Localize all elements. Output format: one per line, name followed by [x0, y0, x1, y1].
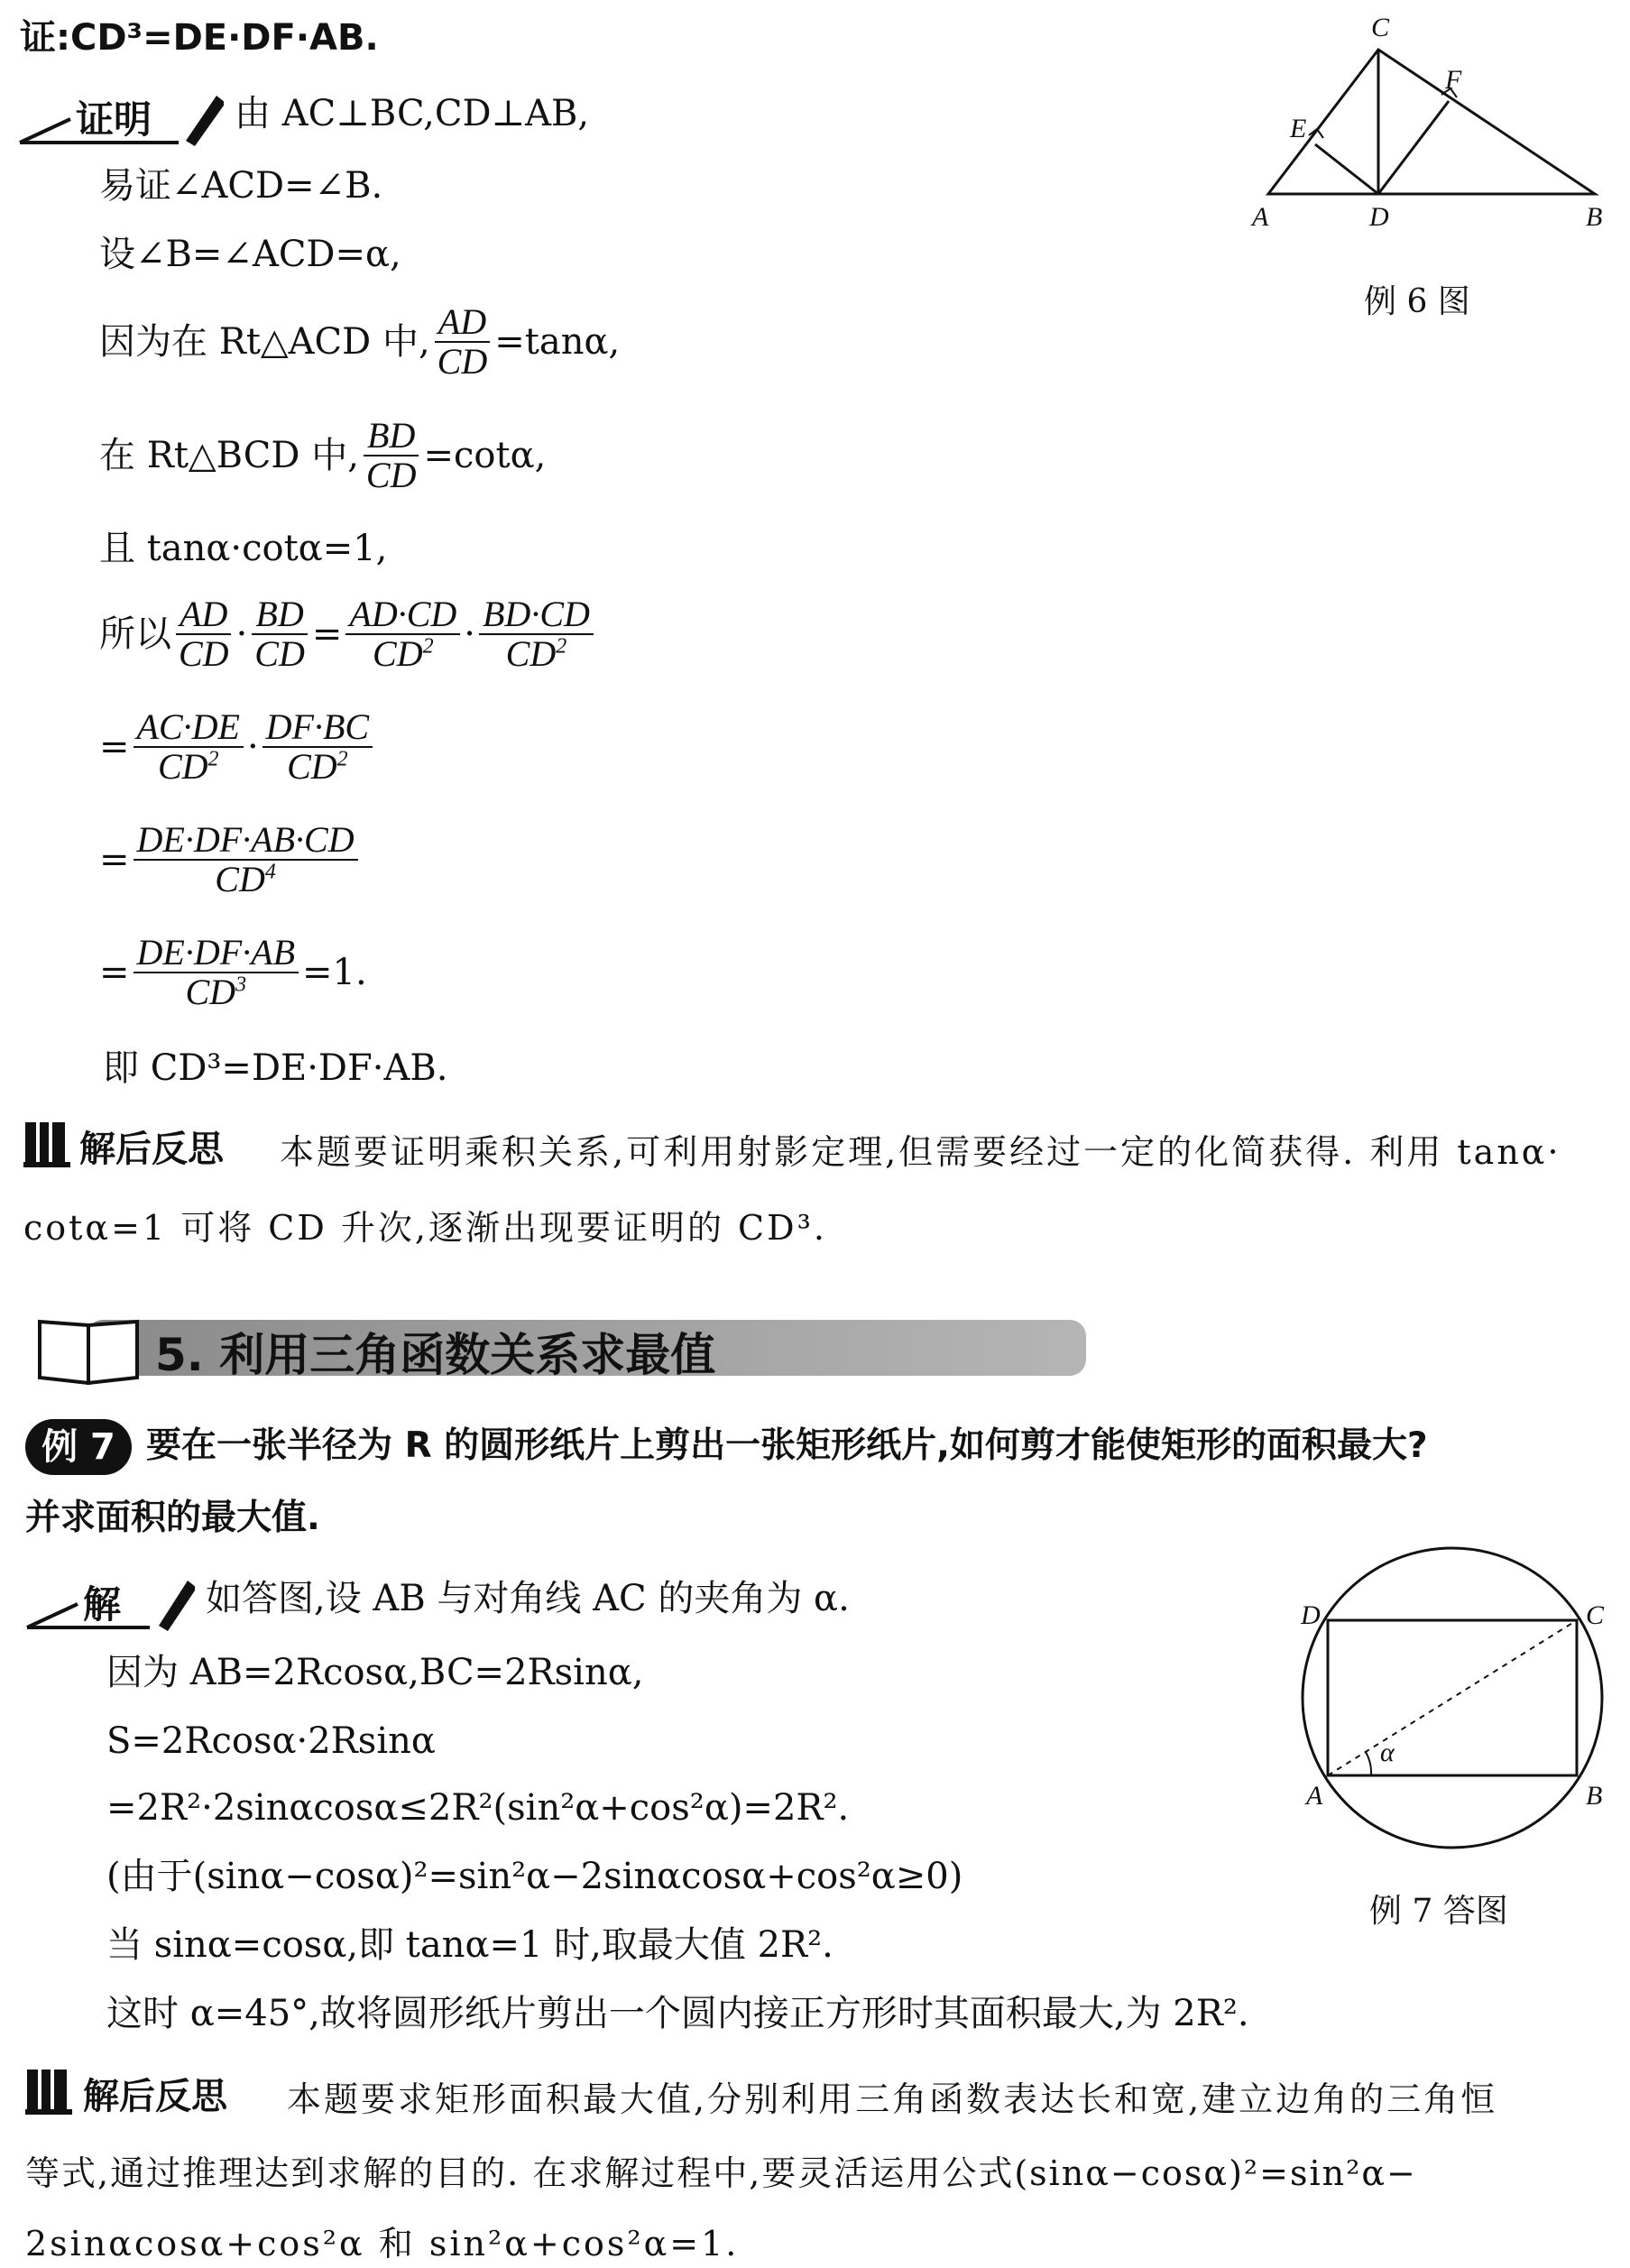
section-title: 5. 利用三角函数关系求最值	[155, 1329, 716, 1381]
pencil-icon-2	[159, 1581, 195, 1631]
label-a: A	[1252, 202, 1269, 232]
example7-question-line2: 并求面积的最大值.	[25, 1498, 320, 1538]
example-7-badge: 例 7	[25, 1419, 132, 1475]
label7-c: C	[1586, 1600, 1605, 1630]
solution-line-3: S=2Rcosα·2Rsinα	[106, 1720, 436, 1762]
fraction-dedfab-cd3: $\frac{DE\cdot DF\cdot AB}{CD^3}$	[134, 934, 299, 1011]
proof-equation-4-suffix: =1.	[302, 952, 367, 993]
figure-7-caption: 例 7 答图	[1369, 1893, 1508, 1930]
reflection-text-7-line1: 本题要求矩形面积最大值,分别利用三角函数表达长和宽,建立边角的三角恒	[287, 2079, 1498, 2119]
proof-line-1: 由 AC⊥BC,CD⊥AB,	[235, 93, 590, 134]
proof-line-5	[99, 417, 546, 494]
reflection-label-6: 解后反思	[79, 1129, 224, 1170]
figure-6-caption: 例 6 图	[1364, 283, 1470, 320]
fraction-bd-cd: $\frac{BD}{CD}$	[363, 417, 420, 494]
reflection-text-7-line2: 等式,通过推理达到求解的目的. 在求解过程中,要灵活运用公式(sinα−cosα)²=sin²α−	[25, 2153, 1417, 2193]
reflection-text-6-line1: 本题要证明乘积关系,可利用射影定理,但需要经过一定的化简获得. 利用 tanα·	[280, 1132, 1561, 1172]
proof-line-6: 且 tanα·cotα=1,	[99, 528, 388, 569]
fraction-bdcd-cd2: $\frac{BD\cdot CD}{CD^2}$	[479, 595, 594, 673]
proof-line-4-prefix: 因为在 Rt△ACD 中,	[99, 321, 430, 363]
proof-conclusion: 即 CD³=DE·DF·AB.	[103, 1047, 448, 1089]
fraction-ad-cd-2: $\frac{AD}{CD}$	[175, 595, 233, 673]
fraction-dedfabcd-cd4: $\frac{DE\cdot DF\cdot AB\cdot CD}{CD^4}$	[134, 821, 358, 899]
book-icon-2	[23, 2066, 74, 2116]
proof-line-7-prefix: 所以	[99, 613, 171, 655]
fraction-acde-cd2: $\frac{AC\cdot DE}{CD^2}$	[134, 708, 244, 786]
proof-line-5-suffix: =cotα,	[423, 435, 547, 476]
solution-line-4: =2R²·2sinαcosα≤2R²(sin²α+cos²α)=2R².	[106, 1787, 850, 1829]
proof-line-3: 设∠B=∠ACD=α,	[99, 234, 401, 275]
label-b: B	[1586, 202, 1603, 232]
figure-7-circle-rectangle	[1281, 1534, 1624, 1895]
fraction-dfbc-cd2: $\frac{DF\cdot BC}{CD^2}$	[262, 708, 373, 786]
proof-line-2: 易证∠ACD=∠B.	[99, 165, 383, 207]
book-icon	[22, 1119, 72, 1169]
proof-equation-2: = $\frac{AC\cdot DE}{CD^2}$ · $\frac{DF\cdot BC}{CD^2}$	[99, 708, 376, 786]
solution-label: 解	[83, 1582, 122, 1627]
label7-alpha: α	[1380, 1738, 1395, 1767]
proof-line-5-prefix: 在 Rt△BCD 中,	[99, 435, 359, 476]
solution-line-6: 当 sinα=cosα,即 tanα=1 时,取最大值 2R².	[106, 1924, 833, 1966]
example6-statement: 证:CD³=DE·DF·AB.	[20, 17, 379, 59]
fraction-adcd-cd2: $\frac{AD\cdot CD}{CD^2}$	[345, 595, 460, 673]
proof-equation-3: = $\frac{DE\cdot DF\cdot AB\cdot CD}{CD^4}$	[99, 821, 362, 899]
example7-question-line1: 要在一张半径为 R 的圆形纸片上剪出一张矩形纸片,如何剪才能使矩形的面积最大?	[146, 1425, 1428, 1466]
reflection-label-7: 解后反思	[83, 2076, 227, 2117]
label7-d: D	[1301, 1600, 1321, 1630]
solution-line-7: 这时 α=45°,故将圆形纸片剪出一个圆内接正方形时其面积最大,为 2R².	[106, 1993, 1249, 2034]
proof-line-4-suffix: =tanα,	[494, 321, 621, 363]
label-d: D	[1369, 202, 1389, 232]
label-f: F	[1445, 65, 1462, 95]
label-c: C	[1371, 13, 1390, 42]
label7-a: A	[1306, 1781, 1323, 1811]
proof-line-4	[99, 303, 620, 381]
solution-line-2: 因为 AB=2Rcosα,BC=2Rsinα,	[106, 1652, 644, 1693]
fraction-bd-cd-2: $\frac{BD}{CD}$	[251, 595, 309, 673]
label7-b: B	[1586, 1781, 1603, 1811]
solution-line-1: 如答图,设 AB 与对角线 AC 的夹角为 α.	[206, 1578, 850, 1619]
reflection-text-7-line3: 2sinαcosα+cos²α 和 sin²α+cos²α=1.	[25, 2224, 740, 2263]
label-e: E	[1290, 114, 1307, 143]
solution-line-5: (由于(sinα−cosα)²=sin²α−2sinαcosα+cos²α≥0)	[106, 1856, 963, 1897]
pencil-icon	[186, 96, 224, 146]
reflection-text-6-line2: cotα=1 可将 CD 升次,逐渐出现要证明的 CD³.	[23, 1208, 827, 1248]
figure-6-triangle	[1245, 9, 1624, 307]
fraction-ad-cd: $\frac{AD}{CD}$	[434, 303, 492, 381]
proof-equation-4: = $\frac{DE\cdot DF\cdot AB}{CD^3}$ =1.	[99, 932, 367, 1012]
proof-equation-1: 所以 $\frac{AD}{CD}$ · $\frac{BD}{CD}$ = $\frac{AD\cdot CD}{CD^2}$ · $\frac{BD\cdot CD}{CD^2}$	[99, 595, 597, 673]
open-book-icon	[40, 1322, 137, 1383]
proof-label: 证明	[76, 97, 152, 142]
